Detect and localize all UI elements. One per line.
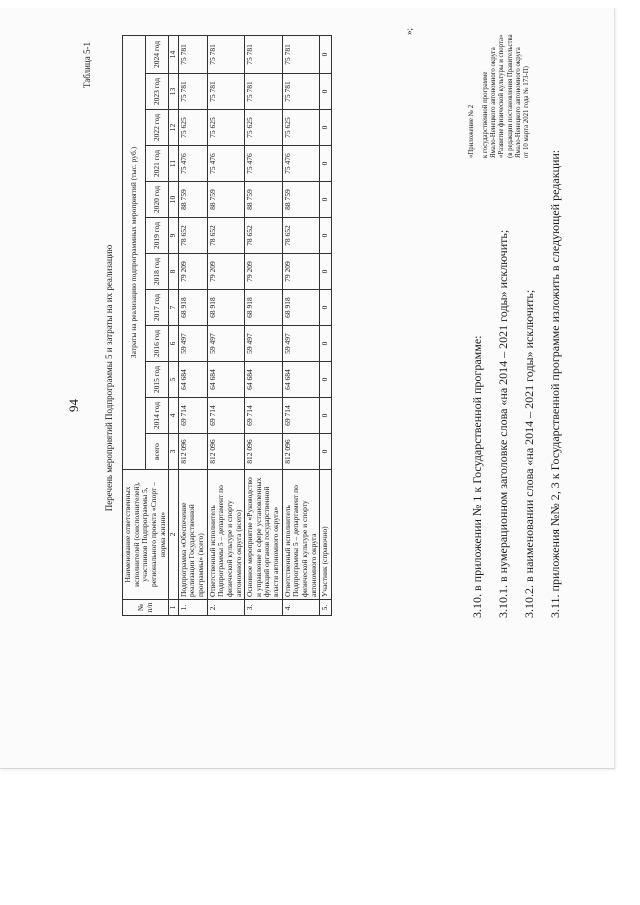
cost-cell: 812 096 [245,434,283,470]
appendix-note-line: (в редакции постановления Правительства [506,34,514,158]
cost-cell: 69 714 [245,398,283,434]
cost-cell: 75 781 [282,74,320,110]
cost-cell: 88 759 [207,182,245,218]
cost-cell: 88 759 [245,182,283,218]
document-page [0,8,615,769]
cost-cell: 64 684 [282,362,320,398]
cost-cell: 79 209 [245,254,283,290]
instruction-line: 3.10.2. в наименовании слова «на 2014 – 2021 годы» исключить; [522,289,536,618]
cost-cell: 59 497 [207,326,245,362]
appendix-note-line: Ямало-Ненецкого автономного округа [514,47,522,158]
header-year: 2015 год [146,362,169,398]
cost-cell: 75 781 [207,74,245,110]
col-number: 8 [169,254,179,290]
col-number: 9 [169,218,179,254]
header-year: 2020 год [146,182,169,218]
cost-cell: 75 625 [245,110,283,146]
cost-cell: 64 684 [207,362,245,398]
cost-cell: 88 759 [282,182,320,218]
cost-cell: 75 476 [245,146,283,182]
cost-cell: 75 476 [207,146,245,182]
cost-cell: 69 714 [178,398,207,434]
column-number-row [169,35,179,615]
cost-cell: 78 652 [207,218,245,254]
cost-cell: 59 497 [178,326,207,362]
cost-cell: 79 209 [282,254,320,290]
rotated-page-content [0,8,614,768]
header-costs-group: Затраты на реализацию подпрограммных мероприятий (тыс. руб.) [123,35,146,469]
cost-cell: 59 497 [282,326,320,362]
row-name: Подпрограмма «Обеспечение реализации Государственной программы» (всего) [178,470,207,600]
instruction-line: 3.11. приложения №№ 2, 3 к Государственной программе изложить в следующей редакции: [548,149,562,618]
header-year: 2019 год [146,218,169,254]
row-number: 2. [207,600,245,616]
cost-cell: 0 [320,326,332,362]
header-year: 2022 год [146,110,169,146]
col-number: 3 [169,434,179,470]
cost-cell: 0 [320,182,332,218]
table-row [207,35,245,615]
cost-cell: 75 781 [245,74,283,110]
col-number: 1 [169,600,179,616]
col-number: 13 [169,74,179,110]
instruction-line: 3.10.1. в нумерационном заголовке слова «на 2014 – 2021 годы» исключить; [496,229,510,618]
cost-cell: 75 625 [282,110,320,146]
cost-cell: 0 [320,254,332,290]
cost-cell: 79 209 [207,254,245,290]
row-name: Основное мероприятие «Руководство и управление в сфере установленных функций органов государственной власти автономного округа» [245,470,283,600]
cost-cell: 75 781 [282,35,320,73]
header-year: 2024 год [146,35,169,73]
cost-cell: 812 096 [207,434,245,470]
table-label: Таблица 5-1 [82,42,92,88]
page-number: 94 [66,399,81,412]
cost-cell: 75 781 [207,35,245,73]
cost-cell: 0 [320,434,332,470]
header-year: 2021 год [146,146,169,182]
row-name: Ответственный исполнитель Подпрограммы 5 – департамент по физической культуре и спорту автономного округа [282,470,320,600]
col-number: 14 [169,35,179,73]
cost-cell: 0 [320,290,332,326]
cost-cell: 64 684 [245,362,283,398]
col-number: 12 [169,110,179,146]
cost-cell: 0 [320,74,332,110]
cost-cell: 75 781 [178,35,207,73]
cost-cell: 78 652 [282,218,320,254]
cost-cell: 75 781 [245,35,283,73]
appendix-note-line: «Приложение № 2 [468,104,475,158]
header-year: 2017 год [146,290,169,326]
cost-cell: 88 759 [178,182,207,218]
cost-cell: 68 918 [207,290,245,326]
header-total: всего [146,434,169,470]
table-row [320,35,332,615]
col-number: 2 [169,470,179,600]
header-num: № п/п [123,600,169,616]
table-row [282,35,320,615]
cost-cell: 0 [320,110,332,146]
appendix-note-line: Ямало-Ненецкого автономного округа [490,47,498,158]
cost-cell: 69 714 [282,398,320,434]
cost-cell: 75 781 [178,74,207,110]
appendix-note-line: «Развитие физической культуры и спорта» [498,34,506,158]
col-number: 10 [169,182,179,218]
cost-cell: 0 [320,218,332,254]
row-number: 5. [320,600,332,616]
appendix-note [468,34,531,158]
row-name: Ответственный исполнитель Подпрограммы 5 – департамент по физической культуре и спорту автономного округа (всего) [207,470,245,600]
cost-cell: 0 [320,362,332,398]
cost-cell: 0 [320,146,332,182]
row-number: 1. [178,600,207,616]
table-row [245,35,283,615]
header-name: Наименование ответственных исполнителей (соисполнителей), участников Подпрограммы 5, регионального проекта «Спорт – норма жизни» [123,470,169,600]
cost-cell: 79 209 [178,254,207,290]
cost-cell: 78 652 [178,218,207,254]
cost-cell: 68 918 [282,290,320,326]
col-number: 4 [169,398,179,434]
col-number: 11 [169,146,179,182]
header-year: 2023 год [146,74,169,110]
cost-cell: 59 497 [245,326,283,362]
cost-cell: 0 [320,35,332,73]
cost-cell: 75 476 [178,146,207,182]
cost-cell: 75 625 [178,110,207,146]
header-year: 2014 год [146,398,169,434]
cost-cell: 69 714 [207,398,245,434]
header-year: 2018 год [146,254,169,290]
cost-cell: 64 684 [178,362,207,398]
appendix-note-line: от 10 марта 2021 года № 173-П) [522,66,530,158]
cost-cell: 0 [320,398,332,434]
cost-cell: 812 096 [282,434,320,470]
table-row [178,35,207,615]
cost-cell: 812 096 [178,434,207,470]
appendix-note-line: к государственной программе [482,71,490,158]
table-title: Перечень мероприятий Подпрограммы 5 и затраты на их реализацию [104,244,114,512]
row-name: Участник (справочно) [320,470,332,600]
cost-cell: 75 476 [282,146,320,182]
instruction-line: 3.10. в приложении № 1 к Государственной программе: [470,335,484,618]
cost-cell: 68 918 [245,290,283,326]
col-number: 7 [169,290,179,326]
row-number: 3. [245,600,283,616]
col-number: 5 [169,362,179,398]
row-number: 4. [282,600,320,616]
header-year: 2016 год [146,326,169,362]
cost-cell: 75 625 [207,110,245,146]
cost-cell: 68 918 [178,290,207,326]
table-body [178,35,331,615]
table-end-mark: »; [404,27,414,35]
col-number: 6 [169,326,179,362]
cost-cell: 78 652 [245,218,283,254]
costs-table [122,35,332,616]
